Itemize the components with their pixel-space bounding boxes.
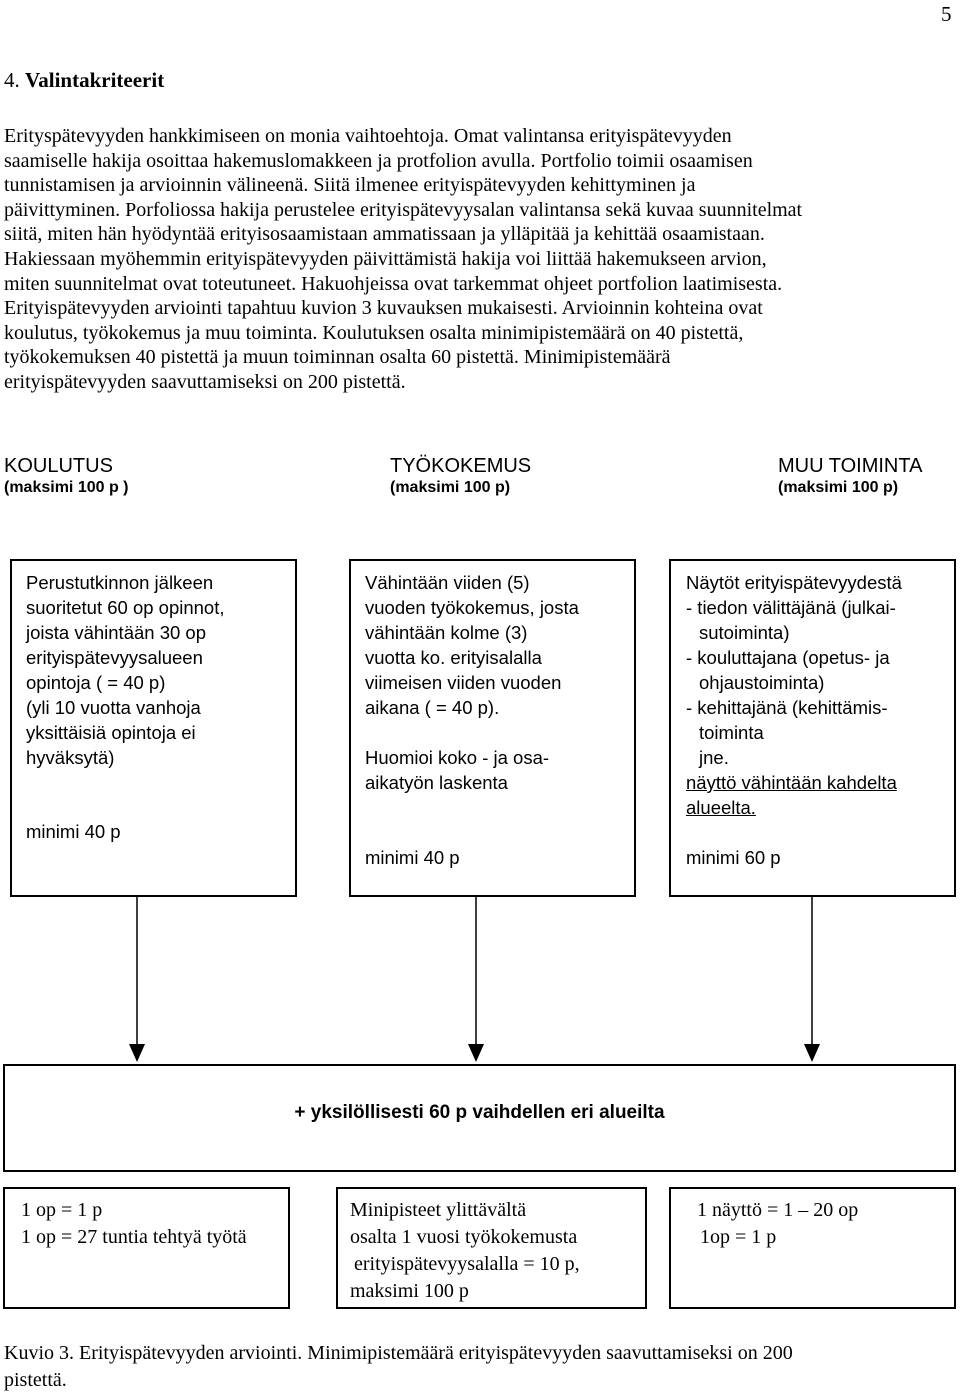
paragraph-line: Erityspätevyyden hankkimiseen on monia vaihtoehtoja. Omat valintansa erityispätevyyden bbox=[4, 125, 732, 147]
conversion-line: 1 op = 27 tuntia tehtyä työtä bbox=[21, 1226, 247, 1248]
column-subtitle: (maksimi 100 p ) bbox=[4, 479, 129, 496]
paragraph-line: päivittyminen. Porfoliossa hakija perustelee erityispätevyysalan valintansa sekä kuvaa suunnitelmat bbox=[4, 198, 803, 221]
conversion-line: maksimi 100 p bbox=[350, 1280, 469, 1302]
box-line: Perustutkinnon jälkeen bbox=[26, 572, 214, 593]
column-title: KOULUTUS bbox=[4, 455, 113, 477]
paragraph-line: Erityispätevyyden arviointi tapahtuu kuvion 3 kuvauksen mukaisesti. Arvioinnin kohteina ovat bbox=[4, 297, 763, 320]
paragraph-line: saamiselle hakija osoittaa hakemuslomakkeen ja protfolion avulla. Portfolio toimii osaamisen bbox=[4, 149, 753, 172]
paragraph-line: siitä, miten hän hyödyntää erityisosaamistaan ammatissaan ja ylläpitää ja kehittää osaamistaan. bbox=[4, 223, 765, 246]
section-title: Valintakriteerit bbox=[25, 68, 165, 92]
conversion-line: erityispätevyysalalla = 10 p, bbox=[354, 1253, 580, 1275]
conversion-box-tyokokemus bbox=[336, 1187, 647, 1309]
caption-line: pistettä. bbox=[4, 1369, 67, 1391]
underlined-line: alueelta. bbox=[686, 797, 756, 818]
box-line: ohjaustoiminta) bbox=[699, 672, 825, 693]
box-line: vuotta ko. erityisalalla bbox=[365, 647, 542, 668]
box-line: suoritetut 60 op opinnot, bbox=[26, 597, 225, 618]
column-subtitle: (maksimi 100 p) bbox=[778, 479, 899, 496]
column-title: TYÖKOKEMUS bbox=[390, 455, 532, 477]
box-line: vähintään kolme (3) bbox=[365, 622, 528, 643]
paragraph-line: tunnistamisen ja arvioinnin välineenä. Siitä ilmenee erityispätevyyden kehittyminen ja bbox=[4, 174, 696, 197]
muu-toiminta-minimum: minimi 60 p bbox=[686, 847, 781, 868]
box-line: Vähintään viiden (5) bbox=[365, 572, 530, 593]
conversion-line: Minipisteet ylittävältä bbox=[350, 1199, 527, 1221]
bonus-points-text: + yksilöllisesti 60 p vaihdellen eri alueilta bbox=[294, 1102, 665, 1123]
paragraph-line: miten suunnitelmat ovat toteutuneet. Hakuohjeissa ovat tarkemmat ohjeet portfolion laatimisesta. bbox=[4, 272, 783, 295]
paragraph-line: Hakiessaan myöhemmin erityispätevyyden päivittämistä hakija voi liittää hakemukseen arvion, bbox=[4, 247, 767, 270]
column-subtitle: (maksimi 100 p) bbox=[390, 479, 511, 496]
conversion-box-muu-toiminta bbox=[669, 1187, 956, 1309]
box-line: - kehittajänä (kehittämis- bbox=[686, 697, 888, 718]
paragraph-line: koulutus, työkokemus ja muu toiminta. Koulutuksen osalta minimipistemäärä on 40 pistettä, bbox=[4, 321, 744, 344]
arrow-head-muu-toiminta bbox=[804, 1044, 820, 1062]
box-line: vuoden työkokemus, josta bbox=[365, 597, 579, 618]
box-line: jne. bbox=[699, 747, 729, 768]
box-note-line: aikatyön laskenta bbox=[365, 772, 508, 793]
paragraph-line: erityispätevyyden saavuttamiseksi on 200 pistettä. bbox=[4, 370, 406, 393]
koulutus-minimum: minimi 40 p bbox=[26, 821, 121, 842]
figure-caption bbox=[4, 1340, 956, 1394]
section-number: 4. bbox=[4, 68, 20, 92]
tyokokemus-minimum: minimi 40 p bbox=[365, 847, 460, 868]
box-line: - kouluttajana (opetus- ja bbox=[686, 647, 890, 668]
arrow-head-koulutus bbox=[129, 1044, 145, 1062]
box-line: opintoja ( = 40 p) bbox=[26, 672, 166, 693]
box-line: joista vähintään 30 op bbox=[26, 622, 206, 643]
arrow-head-tyokokemus bbox=[468, 1044, 484, 1062]
conversion-box-koulutus bbox=[3, 1187, 290, 1309]
box-line: viimeisen viiden vuoden bbox=[365, 672, 562, 693]
bonus-points-box bbox=[3, 1064, 956, 1172]
box-line: hyväksytä) bbox=[26, 747, 115, 768]
box-line: erityispätevyysalueen bbox=[26, 647, 203, 668]
box-note-line: Huomioi koko - ja osa- bbox=[365, 747, 550, 768]
box-line: toiminta bbox=[699, 722, 764, 743]
page-number: 5 bbox=[941, 2, 952, 26]
caption-line: Kuvio 3. Erityispätevyyden arviointi. Minimipistemäärä erityispätevyyden saavuttamiseksi on 200 bbox=[4, 1342, 793, 1364]
box-line: aikana ( = 40 p). bbox=[365, 697, 500, 718]
paragraph-line: työkokemuksen 40 pistettä ja muun toiminnan osalta 60 pistettä. Minimipistemäärä bbox=[4, 346, 671, 369]
box-line: - tiedon välittäjänä (julkai- bbox=[686, 597, 896, 618]
conversion-line: 1op = 1 p bbox=[700, 1226, 777, 1248]
conversion-line: 1 op = 1 p bbox=[21, 1199, 103, 1221]
box-line: Näytöt erityispätevyydestä bbox=[686, 572, 902, 593]
box-line: (yli 10 vuotta vanhoja bbox=[26, 697, 201, 718]
underlined-line: näyttö vähintään kahdelta bbox=[686, 772, 897, 793]
column-title: MUU TOIMINTA bbox=[778, 455, 923, 477]
conversion-line: 1 näyttö = 1 – 20 op bbox=[697, 1199, 859, 1221]
conversion-line: osalta 1 vuosi työkokemusta bbox=[350, 1226, 578, 1248]
box-line: yksittäisiä opintoja ei bbox=[26, 722, 196, 743]
box-line: sutoiminta) bbox=[699, 622, 790, 643]
